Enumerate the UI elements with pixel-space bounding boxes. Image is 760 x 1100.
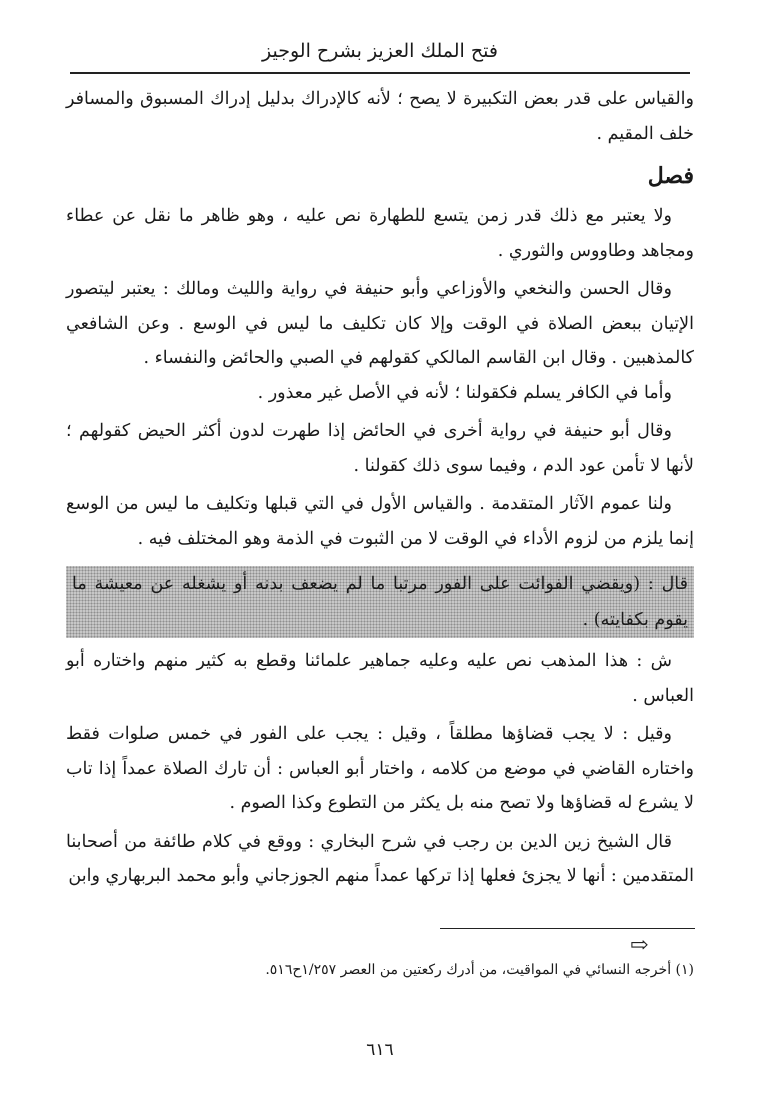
header-rule — [70, 72, 690, 74]
paragraph-tahara: ولا يعتبر مع ذلك قدر زمن يتسع للطهارة نص عليه ، وهو ظاهر ما نقل عن عطاء ومجاهد وطاووس والثوري . — [66, 206, 694, 261]
page-number: ٦١٦ — [366, 1040, 394, 1060]
continue-arrow-icon: ⇨ — [630, 933, 649, 958]
running-title: فتح الملك العزيز بشرح الوجيز — [262, 40, 498, 62]
page-body — [66, 82, 694, 894]
footnote: (١) أخرجه النسائي في المواقيت، من أدرك ركعتين من العصر ١/٢٥٧ح٥١٦. — [265, 962, 694, 978]
paragraph-qila: وقيل : لا يجب قضاؤها مطلقاً ، وقيل : يجب على الفور في خمس صلوات فقط واختاره القاضي في موضع من كلامه ، واختار أبو العباس : أن تارك الصلاة عمداً إذا تاب لا يشرع له قضاؤها ولا تصح منه بل يكثر من التطوع وكذا الصوم . — [66, 724, 694, 813]
paragraph-qiyas: والقياس على قدر بعض التكبيرة لا يصح ؛ لأنه كالإدراك بدليل إدراك المسبوق والمسافر خلف المقيم . — [66, 89, 694, 144]
paragraph-kafir: وأما في الكافر يسلم فكقولنا ؛ لأنه في الأصل غير معذور . — [257, 382, 672, 403]
paragraph-lana: ولنا عموم الآثار المتقدمة . والقياس الأول في التي قبلها وتكليف ما ليس من الوسع إنما يلزم من لزوم الأداء في الوقت لا من الثبوت في الذمة وهو المختلف فيه . — [66, 494, 694, 549]
paragraph-abu-hanifa: وقال أبو حنيفة في رواية أخرى في الحائض إذا طهرت لدون أكثر الحيض كقولهم ؛ لأنها لا تأمن عود الدم ، وفيما سوى ذلك كقولنا . — [66, 421, 694, 476]
section-heading: فصل — [647, 163, 694, 189]
paragraph-sharh: ش : هذا المذهب نص عليه وعليه جماهير علمائنا وقطع به كثير منهم واختاره أبو العباس . — [66, 651, 694, 706]
paragraph-hasan: وقال الحسن والنخعي والأوزاعي وأبو حنيفة في رواية والليث ومالك : يعتبر ليتصور الإتيان ببعض الصلاة في الوقت وإلا كان تكليف ما ليس في الوسع . وعن الشافعي كالمذهبين . وقال ابن القاسم المالكي كقولهم في الصبي والحائض والنفساء . — [66, 279, 694, 368]
paragraph-ibn-rajab: قال الشيخ زين الدين بن رجب في شرح البخاري : ووقع في كلام طائفة من أصحابنا المتقدمين : أنها لا يجزئ فعلها إذا تركها عمداً منهم الجوزجاني وأبو محمد البربهاري وابن — [66, 831, 694, 886]
footnote-rule — [440, 928, 695, 929]
matn-highlight: قال : (ويقضي الفوائت على الفور مرتبا ما لم يضعف بدنه أو يشغله عن معيشة ما يقوم بكفايته) . — [66, 566, 694, 638]
